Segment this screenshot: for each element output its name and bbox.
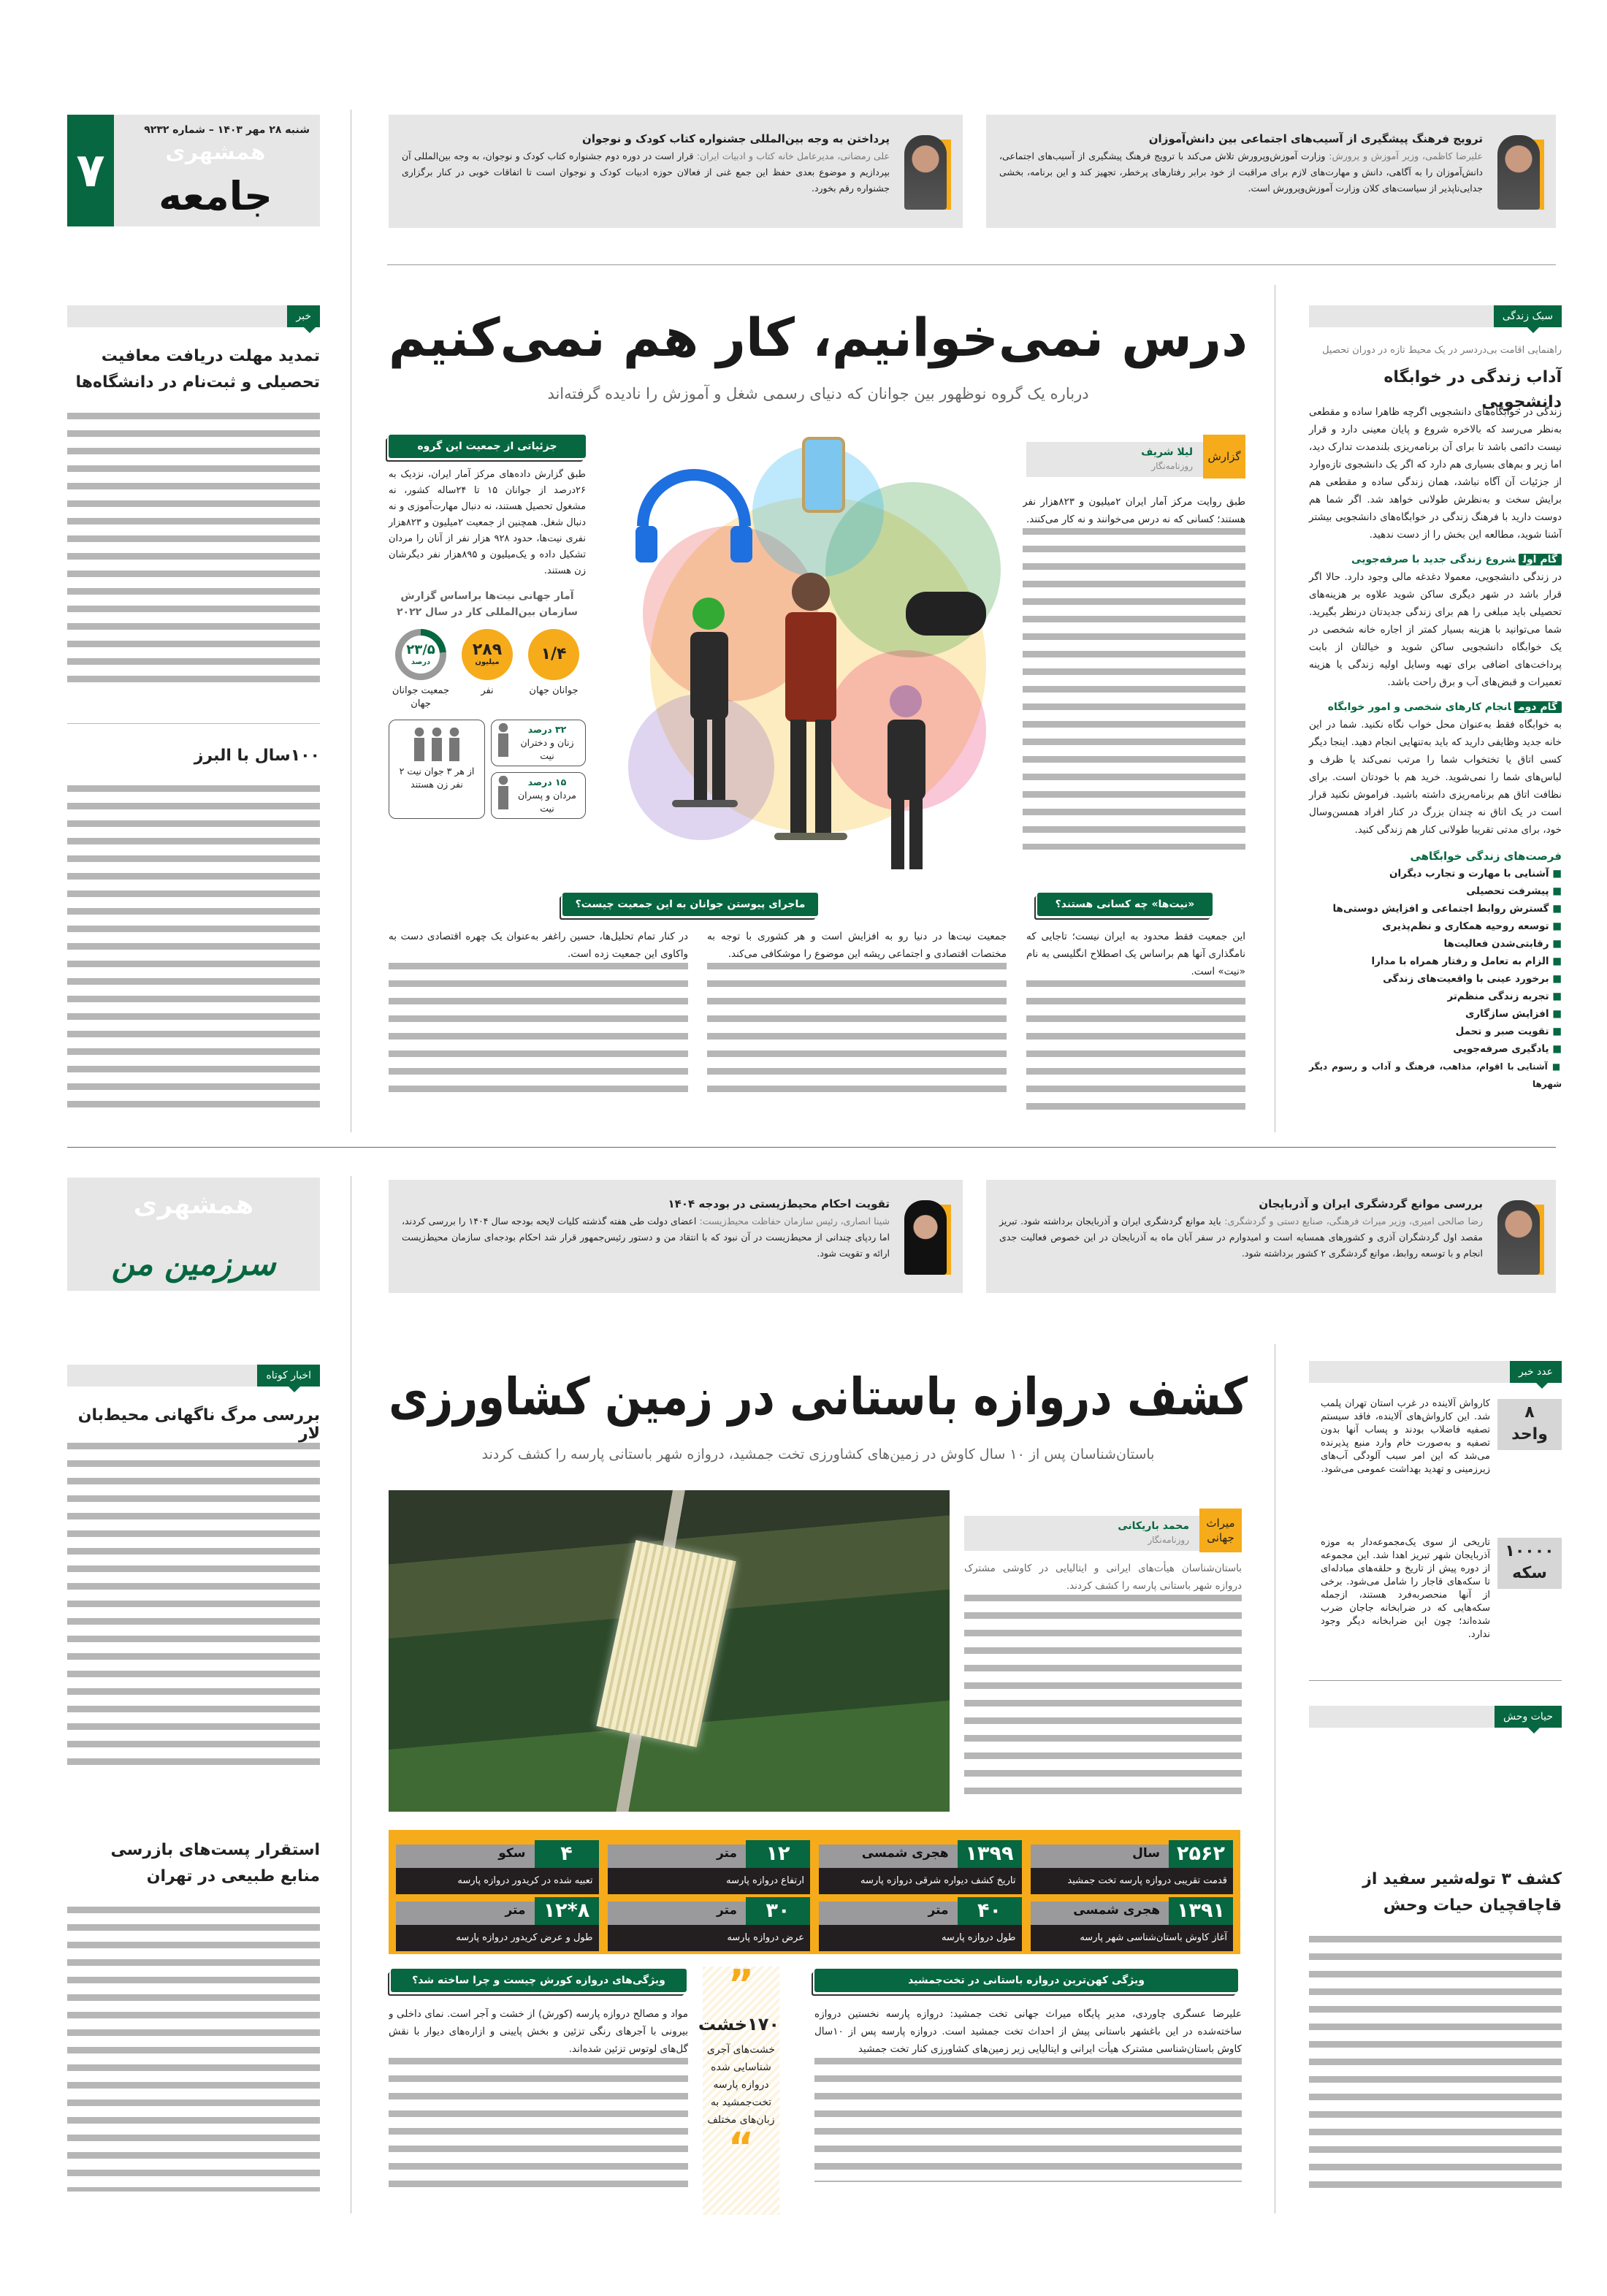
- stat-cell: [396, 1897, 599, 1944]
- quote-open-icon: ”: [728, 1961, 755, 2007]
- page-number: ۷: [67, 115, 114, 226]
- newspaper-logo: همشهری: [165, 140, 266, 165]
- stat-unit: سال: [1132, 1846, 1160, 1861]
- subsection-heading: ماجرای پیوستن جوانان به این جمعیت چیست؟: [562, 893, 818, 916]
- list-item: ■ تقویت صبر و تحمل: [1309, 1023, 1562, 1040]
- infographic-header: جزئیاتی از جمعیت این گروه: [389, 435, 586, 458]
- kicker: راهنمایی اقامت بی‌دردسر در یک محیط تازه در دوران تحصیل: [1322, 345, 1562, 356]
- stat-circle: [462, 629, 513, 680]
- story-headline: کشف دروازه باستانی در زمین کشاورزی: [389, 1367, 1248, 1427]
- tag-label: خبر: [287, 305, 320, 327]
- number-box: [1497, 1538, 1562, 1589]
- speaker-photo: [900, 1205, 951, 1275]
- gamepad-icon: [906, 592, 986, 636]
- section-title: سرزمین من: [111, 1246, 276, 1283]
- quote-text: اعضای دولت طی هفته گذشته کلیات لایحه بودجه سال ۱۴۰۴ را بررسی کردند، اما ردپای چندانی از محیط‌زیست در آن نبود که با انتقاد من و دستور رئیس‌جمهور قرار شد احکام بودجه‌ای سازمان محیط‌زیست ارائه و تقویت شود.: [402, 1216, 890, 1259]
- stat-caption: تعبیه شده در کریدور دروازه پارسه: [396, 1868, 599, 1894]
- stat-unit: میلیون: [475, 658, 500, 666]
- list-item: ■ پیشرفت تحصیلی: [1309, 882, 1562, 900]
- article-title: ۱۰۰سال با البرز: [194, 747, 320, 765]
- stat-value: ۳۲ درصد: [527, 724, 567, 735]
- gender-stats: [389, 720, 586, 819]
- author-role: روزنامه‌نگار: [1151, 461, 1193, 471]
- headphones-icon: [643, 475, 745, 526]
- stat-label: جوانان جهان: [529, 685, 579, 696]
- masthead: [67, 1178, 320, 1291]
- column-text: علیرضا عسگری چاوردی، مدیر پایگاه میراث جهانی تخت جمشید: دروازه پارسه نخستین دروازه ساخته‌شده در این باغشهر باستانی پیش از احداث تخت جمشید است. دروازه پارسه پس از ۱۰سال کاوش باستان‌شناسی مشترک هیأت ایرانی و ایتالیایی زیر زمین‌های کشاورزی کنار تخت جمشید: [814, 2008, 1242, 2055]
- masthead: [67, 115, 320, 226]
- smartphone-icon: [804, 438, 844, 511]
- speaker-photo: [1493, 140, 1544, 210]
- stat-unit: هجری شمسی: [861, 1846, 949, 1861]
- stat-cell: [819, 1840, 1022, 1887]
- quote-box: [986, 115, 1556, 228]
- column-text: جمعیت نیت‌ها در دنیا رو به افزایش است و هر کشوری با توجه به مختصات اقتصادی و اجتماعی ریشه این موضوع را موشکافی می‌کند.: [707, 931, 1007, 960]
- quote-speaker: علیرضا کاظمی، وزیر آموزش و پرورش:: [1329, 150, 1483, 161]
- article-title: استقرار پست‌های بازرسی منابع طبیعی در تهران: [110, 1841, 320, 1885]
- satellite-photo: [389, 1490, 950, 1812]
- section-tag: [67, 305, 320, 327]
- quote-speaker: علی رمضانی، مدیرعامل خانه کتاب و ادبیات ایران:: [696, 150, 890, 161]
- stat-value: ۴: [535, 1840, 599, 1868]
- stat-label: جمعیت جوانان جهان: [392, 685, 450, 709]
- column-text: در کنار تمام تحلیل‌ها، حسین راغفر به‌عنوان یک چهره اقتصادی دست به واکاوی این جمعیت زده است.: [389, 931, 688, 960]
- tag-label: حیات وحش: [1495, 1706, 1562, 1728]
- tag-label: اخبار کوتاه: [257, 1365, 320, 1387]
- column-text: مواد و مصالح دروازه پارسه (کورش) از خشت و آجر است. نمای داخلی و بیرونی با آجرهای رنگی تزئین و بخش پایینی و ازاره‌های دیوار با نقش گل‌های لوتوس تزئین شده‌اند.: [389, 2008, 688, 2055]
- quote-box: [986, 1180, 1556, 1293]
- quote-box: [389, 1180, 963, 1293]
- list-item: ■ رقابتی‌شدن فعالیت‌ها: [1309, 935, 1562, 953]
- section-tag: [67, 1365, 320, 1387]
- article-title: کشف ۳ توله‌شیر سفید از قاچاقچیان حیات وحش: [1362, 1870, 1562, 1915]
- stat-value: ۲۵۶۲: [1169, 1840, 1233, 1868]
- stat-label: زنان و دختران نیت: [520, 737, 574, 761]
- number-unit: واحد: [1511, 1425, 1548, 1443]
- list-item: ■ برخورد عینی با واقعیت‌های زندگی: [1309, 970, 1562, 988]
- article-body: [67, 1907, 320, 2192]
- main-headline: درس نمی‌خوانیم، کار هم نمی‌کنیم: [388, 307, 1248, 368]
- quote-close-icon: “: [728, 2124, 755, 2170]
- article-column: [1026, 928, 1245, 1110]
- quote-speaker: شینا انصاری، رئیس سازمان حفاظت محیط‌زیست:: [699, 1216, 890, 1227]
- quote-speaker: رضا صالحی امیری، وزیر میراث فرهنگی، صنایع دستی و گردشگری:: [1224, 1216, 1483, 1227]
- stat-unit: سکو: [498, 1846, 526, 1861]
- column-text: این جمعیت فقط محدود به ایران نیست؛ تاجایی که نامگذاری آنها هم براساس یک اصطلاح انگلیسی به نام «نیت» است.: [1026, 931, 1245, 977]
- stat-value: ۸*۱۲: [535, 1897, 599, 1925]
- stat-cell: [608, 1840, 811, 1887]
- article-body: [67, 785, 320, 1110]
- article-body: [67, 413, 320, 683]
- stat-cell: [1031, 1840, 1234, 1887]
- stat-unit: متر: [928, 1903, 949, 1918]
- excavated-gate: [597, 1540, 736, 1747]
- list-item: ■ آشنایی با مهارت و تجارب دیگران: [1309, 865, 1562, 882]
- quote-title: تقویت احکام محیط‌زیستی در بودجه ۱۴۰۴: [668, 1197, 890, 1210]
- stat-value: ۱۲: [746, 1840, 810, 1868]
- stat-caption: ارتفاع دروازه پارسه: [608, 1868, 811, 1894]
- stat-cell: [396, 1840, 599, 1887]
- quote-text: باید موانع گردشگری ایران و آذربایجان برداشته شود. تبریز مقصد اول گردشگران آذری و کشورهای همسایه است و امیدوارم در سفر آبان ماه به آذربایجان در این خصوص فعالیت جدی انجام و با توسعه روابط، موانع گردشگری ۲ کشور برداشته شود.: [999, 1216, 1483, 1259]
- article-column: [814, 2005, 1242, 2199]
- section-tag: [1309, 1361, 1562, 1383]
- number-text: تاریخی از سوی یک‌مجموعه‌دار به موزه آذربایجان شهر تبریز اهدا شد. این مجموعه از دوره پیش از تاریخ و حلقه‌های مبادله‌ای تا سکه‌های قاجار را شامل می‌شود. برخی از آنها منحصربه‌فرد هستند، ازجمله سکه‌هایی که در ضرابخانه جاجان ضرب شده‌اند؛ چون این ضرابخانه دیگر وجود ندارد.: [1321, 1537, 1490, 1640]
- speaker-photo: [1493, 1205, 1544, 1275]
- stats-title: آمار جهانی نیت‌ها براساس گزارش سازمان بین‌المللی کار در سال ۲۰۲۲: [397, 590, 578, 618]
- stat-caption: آغاز کاوش باستان‌شناسی شهر پارسه: [1031, 1925, 1234, 1951]
- author-name: محمد باریکانی: [1118, 1520, 1189, 1532]
- quote-text: وزارت آموزش‌وپرورش تلاش می‌کند با ترویج فرهنگ پیشگیری از آسیب‌های اجتماعی، دانش‌آموزان را به آگاهی، دانش و مهارت‌های لازم برای مراقبت از خود برابر رفتارهای پرخطر، تجهیز کند و این برنامه، بخشی جدایی‌ناپذیر از سیاست‌های کلان وزارت آموزش‌وپرورش است.: [999, 150, 1483, 194]
- stat-unit: درصد: [411, 658, 431, 666]
- step-label: گام اول: [1519, 554, 1562, 565]
- stat-item: [389, 629, 453, 711]
- stat-value: ۱/۴: [541, 645, 567, 663]
- step-text: در زندگی دانشجویی، معمولا دغدغه مالی وجود دارد. حالا اگر قرار باشد در شهر دیگری ساکن شوید علاوه بر هزینه‌های تحصیلی باید مبلغی را هم برای زندگی جدیدتان درنظر بگیرید. شما می‌توانید با هزینه بسیار کمتر از اجاره خانه شخصی در یک خوابگاه دانشجویی ساکن شوید و خیالتان از بابت پرداخت‌های اضافی برای تهیه وسایل اولیه زندگی یا هزینه تعمیرات و قبض‌های آب و برق راحت باشد.: [1309, 571, 1562, 688]
- author-role: روزنامه‌نگار: [1148, 1535, 1189, 1545]
- article-body: [67, 1443, 320, 1775]
- subheadline: باستان‌شناسان پس از ۱۰ سال کاوش در زمین‌های کشاورزی تخت جمشید، دروازه شهر باستانی پارسه را کشف کردند: [481, 1446, 1155, 1462]
- article-lead: باستان‌شناسان هیأت‌های ایرانی و ایتالیایی در کاوشی مشترک دروازه شهر باستانی پارسه را کشف کردند.: [964, 1563, 1242, 1592]
- infographic-text: طبق گزارش داده‌های مرکز آمار ایران، نزدیک به ۲۶درصد از جوانان ۱۵ تا ۲۴ساله کشور، نه مشغول تحصیل هستند، نه دنبال مهارت‌آموزی و نه دنبال شغل. همچنین از جمعیت ۲میلیون و ۸۲۳هزار نفری نیت‌ها، حدود ۹۲۸ هزار نفر از آنان را مردان تشکیل داده و یک‌میلیون و ۸۹۵هزار نفر دیگرشان زن هستند.: [389, 469, 586, 576]
- ratio-stat: [389, 720, 485, 819]
- article-title: تمدید مهلت دریافت معافیت تحصیلی و ثبت‌نام در دانشگاه‌ها: [75, 347, 320, 392]
- quote-text: قرار است در دوره دوم جشنواره کتاب کودک و نوجوان، به وجه بین‌المللی آن بپردازیم و موضوع بعدی حفظ این جمع غنی از فعالان حوزه ادبیات کودک و نوجوان است تا اتفاقات خوبی در کنار برگزاری جشنواره رقم بخورد.: [402, 150, 890, 194]
- author-name: لیلا شریف: [1141, 446, 1193, 458]
- quote-title: ترویج فرهنگ پیشگیری از آسیب‌های اجتماعی بین دانش‌آموزان: [1148, 132, 1483, 145]
- subsection-heading: «نیت‌ها» چه کسانی هستند؟: [1037, 893, 1213, 916]
- article-column: [389, 928, 688, 1110]
- stat-unit: متر: [716, 1903, 737, 1918]
- tag-label: عدد خبر: [1510, 1361, 1562, 1383]
- section-tag: [1309, 1706, 1562, 1728]
- list-item: ■ تجربه زندگی منظم‌تر: [1309, 988, 1562, 1005]
- number-box: [1497, 1399, 1562, 1450]
- stat-cell: [1031, 1897, 1234, 1944]
- quote-box: [389, 115, 963, 228]
- article-body: [964, 1560, 1242, 1812]
- stat-caption: طول و عرض کریدور دروازه پارسه: [396, 1925, 599, 1951]
- quote-text: خشت‌های آجری شناسایی شده دروازه پارسه تخت‌جمشید به زبان‌های مختلف: [706, 2044, 776, 2126]
- men-stat: [491, 772, 586, 819]
- stat-caption: عرض دروازه پارسه: [608, 1925, 811, 1951]
- list-item: ■ یادگیری صرفه‌جویی: [1309, 1040, 1562, 1058]
- byline: [964, 1516, 1242, 1551]
- stat-label: نفر: [481, 685, 494, 696]
- divider: [67, 723, 320, 724]
- quote-value: ۱۷۰خشت: [698, 2014, 779, 2034]
- divider: [387, 264, 1556, 265]
- quote-title: بررسی موانع گردشگری ایران و آذربایجان: [1259, 1197, 1483, 1210]
- stat-cell: [608, 1897, 811, 1944]
- stat-unit: متر: [505, 1903, 526, 1918]
- stat-circles: [389, 629, 586, 711]
- stat-item: [455, 629, 519, 711]
- pull-quote: [698, 1961, 779, 2215]
- stat-value: ۱۳۹۹: [958, 1840, 1022, 1868]
- stat-caption: قدمت تقریبی دروازه پارسه تخت جمشید: [1031, 1868, 1234, 1894]
- stat-value: ۲۳/۵: [406, 642, 435, 657]
- women-stat: [491, 720, 586, 766]
- tag-label: سبک زندگی: [1494, 305, 1562, 327]
- list-item: ■ افزایش سازگاری: [1309, 1005, 1562, 1023]
- donut-stat: [395, 629, 446, 680]
- section-title: جامعه: [159, 173, 272, 219]
- number-text: کارواش آلاینده در غرب استان تهران پلمب شد. این کارواش‌های آلاینده، فاقد سیستم تصفیه فاضلاب بودند و پساب آنها بدون تصفیه و به‌صورت خام وارد منبع پذیرنده می‌شد که این امر سبب آلودگی آب‌های زیرزمینی و تهدید بهداشت عمومی می‌شود.: [1321, 1398, 1490, 1475]
- stat-value: ۳۰: [746, 1897, 810, 1925]
- list-item: ■ الزام به تعامل و رفتار همراه با مدارا: [1309, 953, 1562, 970]
- illustration-youths: [599, 424, 1023, 884]
- article-body: [1309, 403, 1562, 1093]
- step-text: به خوابگاه فقط به‌عنوان محل خواب نگاه نکنید. شما در این خانه جدید وظایفی دارید که باید به‌تنهایی انجام دهید. اینجا دیگر کسی اتاق یا تختخواب شما را مرتب نمی‌کند یا ظرف و لباس‌های شما را نمی‌شوید. خرید هم با خودتان است. برای نظافت اتاق هم برنامه‌ریزی داشته باشید. فراموش نکنید قرار است در یک اتاق نه چندان بزرگ در کنار افراد همسن‌وسال خود، برای مدتی تقریبا طولانی کنار هم زندگی کنید.: [1309, 719, 1562, 836]
- list-item: ■ گسترش روابط اجتماعی و افزایش دوستی‌ها: [1309, 900, 1562, 918]
- article-title: آداب زندگی در خوابگاه دانشجویی: [1383, 368, 1562, 411]
- subsection-heading: ویژگی‌های دروازه کورش چیست و چرا ساخته شد؟: [391, 1969, 687, 1992]
- step-label: گام دوم: [1514, 701, 1562, 713]
- step-title: انجام کارهای شخصی و امور خوابگاه: [1327, 701, 1511, 713]
- stat-cell: [819, 1897, 1022, 1944]
- stat-label: مردان و پسران نیت: [518, 790, 576, 814]
- page-half-divider: [67, 1147, 1556, 1148]
- byline: [1026, 442, 1245, 477]
- subsection-heading: ویژگی کهن‌ترین دروازه باستانی در تخت‌جمشید: [814, 1969, 1238, 1992]
- stat-circle: [528, 629, 579, 680]
- speaker-photo: [900, 140, 951, 210]
- number-value: ۸: [1524, 1403, 1535, 1422]
- stat-value: ۱۳۹۱: [1169, 1897, 1233, 1925]
- article-column: [707, 928, 1007, 1110]
- stat-label: از هر ۳ جوان نیت ۲ نفر زن هستند: [399, 766, 475, 790]
- stat-unit: هجری شمسی: [1073, 1903, 1160, 1918]
- article-body: [1023, 493, 1245, 873]
- article-body: [1309, 1936, 1562, 2192]
- stat-value: ۱۵ درصد: [527, 777, 567, 787]
- intro-text: زندگی در خوابگاه‌های دانشجویی اگرچه ظاهرا ساده و مقطعی به‌نظر می‌رسد که بالاخره شروع و پایان معینی دارد و قرار نیست دائمی باشد تا برای آن برنامه‌ریزی بلندمدت تدارک دید، اما زیر و بم‌های بسیاری هم دارد که اگر یک دانشجوی تازه‌وارد از جزئیات آن آگاه نباشد، همان زندگی ساده و مقطعی هم برایش سخت و به‌نظرش طولانی خواهد شد. اگر شما هم دوست دارید با فرهنگ زندگی در خوابگاه‌های دانشجویی بیشتر آشنا شوید، مطالعه این بخش را از دست ندهید.: [1309, 406, 1562, 541]
- stat-caption: تاریخ کشف دیواره شرقی دروازه پارسه: [819, 1868, 1022, 1894]
- list-item: ■ آشنایی با اقوام، مذاهب، فرهنگ و آداب و رسوم دیگر شهرها: [1309, 1058, 1562, 1093]
- article-lead: طبق روایت مرکز آمار ایران ۲میلیون و ۸۲۳هزار نفر هستند؛ کسانی که نه درس می‌خوانند و نه کار می‌کنند.: [1023, 496, 1245, 525]
- byline-kind: گزارش: [1203, 435, 1245, 478]
- divider: [1309, 1680, 1562, 1681]
- section-tag: [1309, 305, 1562, 327]
- stats-panel: [389, 1830, 1240, 1954]
- stat-item: [522, 629, 586, 711]
- newspaper-logo: همشهری: [133, 1190, 254, 1220]
- number-unit: سکه: [1512, 1564, 1547, 1582]
- infographic: [389, 435, 586, 819]
- issue-date: شنبه ۲۸ مهر ۱۴۰۳ – شماره ۹۲۳۲: [144, 124, 310, 136]
- list-title: فرصت‌های زندگی خوابگاهی: [1410, 850, 1562, 863]
- article-column: [389, 2005, 688, 2199]
- stat-unit: متر: [716, 1846, 737, 1861]
- stat-caption: طول دروازه پارسه: [819, 1925, 1022, 1951]
- number-value: ۱۰۰۰۰: [1505, 1542, 1554, 1560]
- stat-value: ۴۰: [958, 1897, 1022, 1925]
- stat-value: ۲۸۹: [472, 641, 503, 659]
- list-item: ■ توسعه روحیه همکاری و نظم‌پذیری: [1309, 918, 1562, 935]
- subheadline: درباره یک گروه نوظهور بین جوانان که دنیای رسمی شغل و آموزش را نادیده گرفته‌اند: [547, 385, 1089, 403]
- step-title: شروع زندگی جدید با صرفه‌جویی: [1351, 554, 1516, 565]
- byline-kind: میراث جهانی: [1199, 1509, 1242, 1552]
- article-title: بررسی مرگ ناگهانی محیط‌بان لار: [77, 1406, 320, 1443]
- quote-title: پرداختن به وجه بین‌المللی جشنواره کتاب کودک و نوجوان: [582, 132, 890, 145]
